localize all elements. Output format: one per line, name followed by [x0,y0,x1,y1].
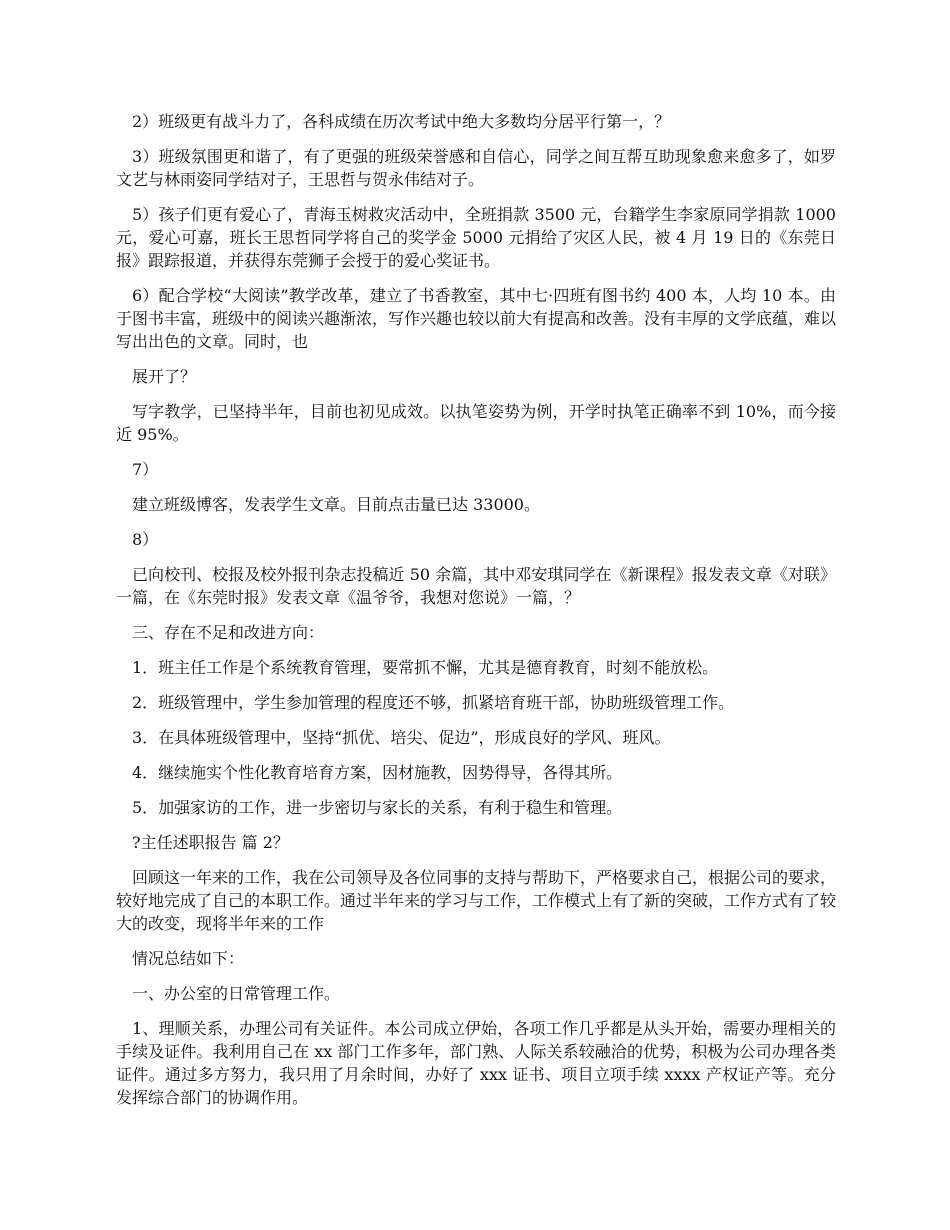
paragraph-summary-intro: 情况总结如下： [132,949,245,968]
improvement-item-1: 1．班主任工作是个系统教育管理，要常抓不懈，尤其是德育教育，时刻不能放松。 [132,658,719,677]
paragraph-item-6: 6）配合学校“大阅读”教学改革，建立了书香教室，其中七·四班有图书约 400 本，人均 10 本。由于图书丰富，班级中的阅读兴趣渐浓，写作兴趣也较以前大有提高和改善。没有丰厚的文学底蕴，难以写出出色的文章。同时，也 [116,286,837,351]
report-title-2: ?主任述职报告 篇 2？ [132,833,289,852]
paragraph-item-3: 3）班级氛围更和谐了，有了更强的班级荣誉感和自信心，同学之间互帮互助现象愈来愈多了，如罗文艺与林雨姿同学结对子，王思哲与贺永伟结对子。 [116,147,836,189]
improvement-item-2: 2．班级管理中，学生参加管理的程度还不够，抓紧培育班干部，协助班级管理工作。 [132,693,735,712]
paragraph-continuation: 展开了？ [132,367,197,386]
paragraph-item-8-submissions: 已向校刊、校报及校外报刊杂志投稿近 50 余篇，其中邓安琪同学在《新课程》报发表文章《对联》一篇，在《东莞时报》发表文章《温爷爷，我想对您说》一篇，？ [116,565,836,607]
paragraph-item-2: 2）班级更有战斗力了，各科成绩在历次考试中绝大多数均分居平行第一，？ [132,112,671,131]
paragraph-item-5: 5）孩子们更有爱心了，青海玉树救灾活动中，全班捐款 3500 元，台籍学生李家原同学捐款 1000 元，爱心可嘉，班长王思哲同学将自己的奖学金 5000 元捐给了灾区人民，被 4 月 19 日的《东莞日报》跟踪报道，并获得东莞狮子会授于的爱心奖证书。 [116,205,836,270]
section-heading-office: 一、办公室的日常管理工作。 [132,984,341,1003]
paragraph-item-8-number: 8） [132,530,159,549]
paragraph-writing-teaching: 写字教学，已坚持半年，目前也初见成效。以执笔姿势为例，开学时执笔正确率不到 10%，而今接近 95%。 [116,402,836,444]
improvement-item-5: 5．加强家访的工作，进一步密切与家长的关系，有利于稳生和管理。 [132,798,623,817]
section-heading-improvements: 三、存在不足和改进方向： [132,623,325,642]
paragraph-item-7-blog: 建立班级博客，发表学生文章。目前点击量已达 33000。 [132,495,540,514]
document-page [116,110,836,1121]
paragraph-office-item-1: 1、理顺关系，办理公司有关证件。本公司成立伊始，各项工作几乎都是从头开始，需要办理相关的手续及证件。我利用自己在 xx 部门工作多年，部门熟、人际关系较融洽的优势，积极为公司办理各类证件。通过多方努力，我只用了月余时间，办好了 xxx 证书、项目立项手续 xxxx 产权证产等。充分发挥综合部门的协调作用。 [116,1019,836,1107]
paragraph-review-intro: 回顾这一年来的工作，我在公司领导及各位同事的支持与帮助下，严格要求自己，根据公司的要求，较好地完成了自己的本职工作。通过半年来的学习与工作，工作模式上有了新的突破，工作方式有了较大的改变，现将半年来的工作 [116,868,837,933]
improvement-item-3: 3．在具体班级管理中，坚持“抓优、培尖、促边”，形成良好的学风、班风。 [132,728,671,747]
paragraph-item-7-number: 7） [132,460,159,479]
improvement-item-4: 4．继续施实个性化教育培育方案，因材施教，因势得导，各得其所。 [132,763,623,782]
